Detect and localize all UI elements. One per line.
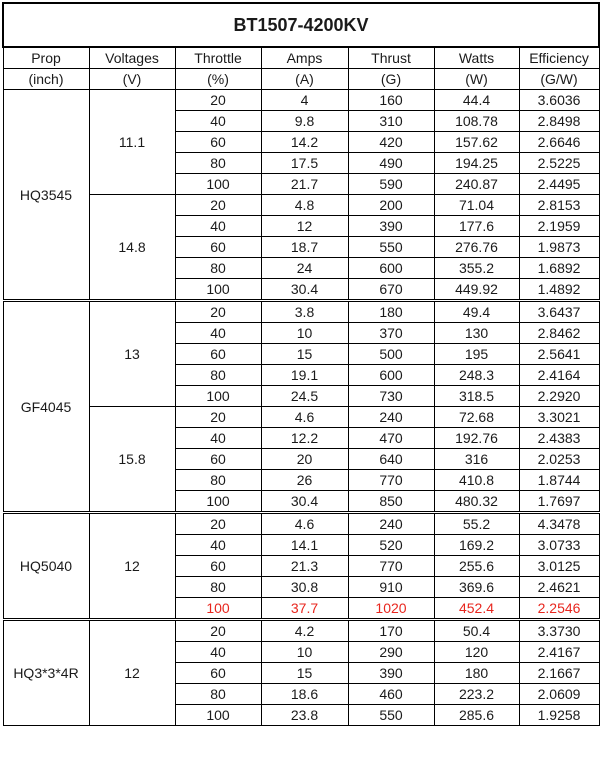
watts-cell: 240.87 xyxy=(434,174,519,195)
efficiency-cell: 2.6646 xyxy=(519,132,599,153)
table-row xyxy=(3,195,599,216)
thrust-cell: 200 xyxy=(348,195,434,216)
efficiency-cell: 2.4383 xyxy=(519,428,599,449)
voltage-cell: 11.1 xyxy=(89,90,175,195)
amps-cell: 10 xyxy=(261,323,348,344)
efficiency-cell: 1.6892 xyxy=(519,258,599,279)
throttle-cell: 100 xyxy=(175,386,261,407)
throttle-cell: 40 xyxy=(175,535,261,556)
efficiency-cell: 3.0733 xyxy=(519,535,599,556)
throttle-cell: 80 xyxy=(175,365,261,386)
efficiency-cell: 2.4495 xyxy=(519,174,599,195)
thrust-cell: 160 xyxy=(348,90,434,111)
unit-efficiency: (G/W) xyxy=(519,69,599,90)
efficiency-cell: 2.1667 xyxy=(519,663,599,684)
watts-cell: 71.04 xyxy=(434,195,519,216)
amps-cell: 4 xyxy=(261,90,348,111)
amps-cell: 30.4 xyxy=(261,279,348,301)
throttle-cell: 100 xyxy=(175,491,261,513)
header-voltages: Voltages xyxy=(89,47,175,69)
voltage-cell: 12 xyxy=(89,513,175,620)
header-watts: Watts xyxy=(434,47,519,69)
throttle-cell: 100 xyxy=(175,598,261,620)
voltage-cell: 12 xyxy=(89,620,175,726)
watts-cell: 410.8 xyxy=(434,470,519,491)
amps-cell: 9.8 xyxy=(261,111,348,132)
throttle-cell: 60 xyxy=(175,237,261,258)
throttle-cell: 100 xyxy=(175,279,261,301)
thrust-cell: 600 xyxy=(348,258,434,279)
throttle-cell: 80 xyxy=(175,153,261,174)
thrust-cell: 170 xyxy=(348,620,434,642)
amps-cell: 26 xyxy=(261,470,348,491)
throttle-cell: 80 xyxy=(175,684,261,705)
amps-cell: 24 xyxy=(261,258,348,279)
watts-cell: 248.3 xyxy=(434,365,519,386)
motor-test-sheet xyxy=(2,2,598,726)
header-row xyxy=(3,47,599,69)
thrust-cell: 910 xyxy=(348,577,434,598)
watts-cell: 55.2 xyxy=(434,513,519,535)
throttle-cell: 40 xyxy=(175,111,261,132)
watts-cell: 49.4 xyxy=(434,301,519,323)
efficiency-cell: 2.2920 xyxy=(519,386,599,407)
amps-cell: 20 xyxy=(261,449,348,470)
efficiency-cell: 3.0125 xyxy=(519,556,599,577)
amps-cell: 4.8 xyxy=(261,195,348,216)
amps-cell: 24.5 xyxy=(261,386,348,407)
throttle-cell: 40 xyxy=(175,428,261,449)
amps-cell: 15 xyxy=(261,344,348,365)
throttle-cell: 60 xyxy=(175,663,261,684)
efficiency-cell: 1.4892 xyxy=(519,279,599,301)
throttle-cell: 40 xyxy=(175,642,261,663)
thrust-cell: 550 xyxy=(348,237,434,258)
efficiency-cell: 2.5641 xyxy=(519,344,599,365)
throttle-cell: 80 xyxy=(175,470,261,491)
thrust-cell: 670 xyxy=(348,279,434,301)
throttle-cell: 100 xyxy=(175,705,261,726)
watts-cell: 223.2 xyxy=(434,684,519,705)
thrust-cell: 310 xyxy=(348,111,434,132)
amps-cell: 30.8 xyxy=(261,577,348,598)
table-row xyxy=(3,513,599,535)
amps-cell: 19.1 xyxy=(261,365,348,386)
efficiency-cell: 2.8462 xyxy=(519,323,599,344)
motor-data-table xyxy=(2,2,600,726)
watts-cell: 449.92 xyxy=(434,279,519,301)
thrust-cell: 240 xyxy=(348,407,434,428)
throttle-cell: 20 xyxy=(175,90,261,111)
efficiency-cell: 1.8744 xyxy=(519,470,599,491)
efficiency-cell: 2.0609 xyxy=(519,684,599,705)
thrust-cell: 180 xyxy=(348,301,434,323)
unit-amps: (A) xyxy=(261,69,348,90)
watts-cell: 369.6 xyxy=(434,577,519,598)
header-thrust: Thrust xyxy=(348,47,434,69)
thrust-cell: 500 xyxy=(348,344,434,365)
amps-cell: 4.2 xyxy=(261,620,348,642)
header-prop: Prop xyxy=(3,47,89,69)
watts-cell: 72.68 xyxy=(434,407,519,428)
watts-cell: 480.32 xyxy=(434,491,519,513)
amps-cell: 14.1 xyxy=(261,535,348,556)
watts-cell: 195 xyxy=(434,344,519,365)
header-amps: Amps xyxy=(261,47,348,69)
unit-prop: (inch) xyxy=(3,69,89,90)
amps-cell: 4.6 xyxy=(261,407,348,428)
prop-cell: HQ5040 xyxy=(3,513,89,620)
thrust-cell: 600 xyxy=(348,365,434,386)
watts-cell: 452.4 xyxy=(434,598,519,620)
efficiency-cell: 2.4621 xyxy=(519,577,599,598)
watts-cell: 276.76 xyxy=(434,237,519,258)
throttle-cell: 60 xyxy=(175,344,261,365)
amps-cell: 14.2 xyxy=(261,132,348,153)
throttle-cell: 40 xyxy=(175,323,261,344)
amps-cell: 21.3 xyxy=(261,556,348,577)
table-body xyxy=(3,90,599,726)
table-row xyxy=(3,90,599,111)
thrust-cell: 390 xyxy=(348,216,434,237)
table-row xyxy=(3,407,599,428)
header-efficiency: Efficiency xyxy=(519,47,599,69)
amps-cell: 15 xyxy=(261,663,348,684)
watts-cell: 318.5 xyxy=(434,386,519,407)
watts-cell: 50.4 xyxy=(434,620,519,642)
amps-cell: 21.7 xyxy=(261,174,348,195)
efficiency-cell: 1.7697 xyxy=(519,491,599,513)
watts-cell: 316 xyxy=(434,449,519,470)
units-row xyxy=(3,69,599,90)
thrust-cell: 290 xyxy=(348,642,434,663)
prop-cell: HQ3545 xyxy=(3,90,89,301)
watts-cell: 255.6 xyxy=(434,556,519,577)
watts-cell: 180 xyxy=(434,663,519,684)
thrust-cell: 640 xyxy=(348,449,434,470)
throttle-cell: 20 xyxy=(175,407,261,428)
thrust-cell: 470 xyxy=(348,428,434,449)
table-row xyxy=(3,301,599,323)
efficiency-cell: 2.4164 xyxy=(519,365,599,386)
throttle-cell: 20 xyxy=(175,513,261,535)
efficiency-cell: 4.3478 xyxy=(519,513,599,535)
voltage-cell: 14.8 xyxy=(89,195,175,301)
thrust-cell: 550 xyxy=(348,705,434,726)
amps-cell: 10 xyxy=(261,642,348,663)
thrust-cell: 590 xyxy=(348,174,434,195)
watts-cell: 157.62 xyxy=(434,132,519,153)
throttle-cell: 40 xyxy=(175,216,261,237)
amps-cell: 3.8 xyxy=(261,301,348,323)
efficiency-cell: 2.4167 xyxy=(519,642,599,663)
efficiency-cell: 2.8498 xyxy=(519,111,599,132)
amps-cell: 23.8 xyxy=(261,705,348,726)
amps-cell: 4.6 xyxy=(261,513,348,535)
thrust-cell: 770 xyxy=(348,556,434,577)
table-title: BT1507-4200KV xyxy=(3,3,599,47)
throttle-cell: 80 xyxy=(175,577,261,598)
unit-voltages: (V) xyxy=(89,69,175,90)
watts-cell: 355.2 xyxy=(434,258,519,279)
thrust-cell: 770 xyxy=(348,470,434,491)
throttle-cell: 60 xyxy=(175,132,261,153)
prop-cell: GF4045 xyxy=(3,301,89,513)
voltage-cell: 13 xyxy=(89,301,175,407)
efficiency-cell: 2.2546 xyxy=(519,598,599,620)
amps-cell: 12.2 xyxy=(261,428,348,449)
voltage-cell: 15.8 xyxy=(89,407,175,513)
efficiency-cell: 2.1959 xyxy=(519,216,599,237)
header-throttle: Throttle xyxy=(175,47,261,69)
thrust-cell: 240 xyxy=(348,513,434,535)
throttle-cell: 20 xyxy=(175,195,261,216)
efficiency-cell: 3.6437 xyxy=(519,301,599,323)
efficiency-cell: 2.5225 xyxy=(519,153,599,174)
thrust-cell: 520 xyxy=(348,535,434,556)
unit-throttle: (%) xyxy=(175,69,261,90)
throttle-cell: 60 xyxy=(175,556,261,577)
unit-thrust: (G) xyxy=(348,69,434,90)
throttle-cell: 20 xyxy=(175,301,261,323)
amps-cell: 12 xyxy=(261,216,348,237)
throttle-cell: 100 xyxy=(175,174,261,195)
watts-cell: 130 xyxy=(434,323,519,344)
thrust-cell: 1020 xyxy=(348,598,434,620)
thrust-cell: 730 xyxy=(348,386,434,407)
throttle-cell: 20 xyxy=(175,620,261,642)
unit-watts: (W) xyxy=(434,69,519,90)
efficiency-cell: 1.9873 xyxy=(519,237,599,258)
amps-cell: 18.7 xyxy=(261,237,348,258)
efficiency-cell: 3.6036 xyxy=(519,90,599,111)
watts-cell: 285.6 xyxy=(434,705,519,726)
efficiency-cell: 1.9258 xyxy=(519,705,599,726)
efficiency-cell: 2.0253 xyxy=(519,449,599,470)
table-row xyxy=(3,620,599,642)
throttle-cell: 80 xyxy=(175,258,261,279)
watts-cell: 194.25 xyxy=(434,153,519,174)
thrust-cell: 390 xyxy=(348,663,434,684)
watts-cell: 108.78 xyxy=(434,111,519,132)
efficiency-cell: 2.8153 xyxy=(519,195,599,216)
amps-cell: 17.5 xyxy=(261,153,348,174)
thrust-cell: 420 xyxy=(348,132,434,153)
thrust-cell: 490 xyxy=(348,153,434,174)
amps-cell: 37.7 xyxy=(261,598,348,620)
prop-cell: HQ3*3*4R xyxy=(3,620,89,726)
amps-cell: 18.6 xyxy=(261,684,348,705)
watts-cell: 192.76 xyxy=(434,428,519,449)
efficiency-cell: 3.3730 xyxy=(519,620,599,642)
throttle-cell: 60 xyxy=(175,449,261,470)
thrust-cell: 370 xyxy=(348,323,434,344)
watts-cell: 120 xyxy=(434,642,519,663)
efficiency-cell: 3.3021 xyxy=(519,407,599,428)
amps-cell: 30.4 xyxy=(261,491,348,513)
watts-cell: 169.2 xyxy=(434,535,519,556)
thrust-cell: 850 xyxy=(348,491,434,513)
watts-cell: 44.4 xyxy=(434,90,519,111)
thrust-cell: 460 xyxy=(348,684,434,705)
watts-cell: 177.6 xyxy=(434,216,519,237)
